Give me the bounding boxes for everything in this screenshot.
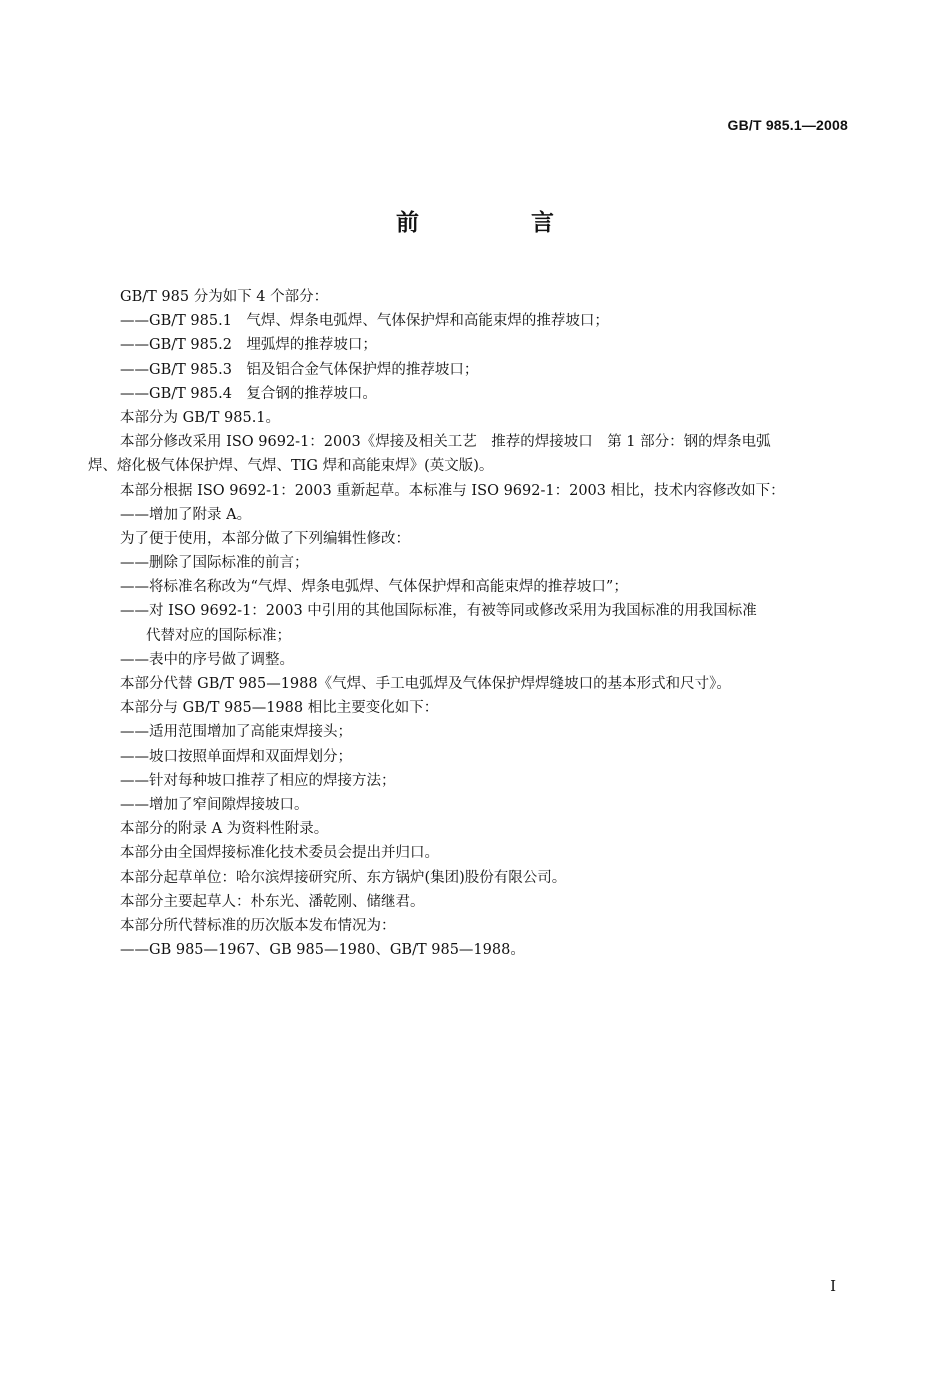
list-item: ——对 ISO 9692-1：2003 中引用的其他国际标准，有被等同或修改采用为我国标准的用我国标准 — [120, 603, 757, 620]
list-item-continuation: 代替对应的国际标准； — [146, 627, 291, 644]
paragraph-line: 本部分主要起草人：朴东光、潘乾刚、储继君。 — [120, 893, 425, 910]
paragraph-line: 本部分修改采用 ISO 9692-1：2003《焊接及相关工艺 推荐的焊接坡口 第 1 部分：钢的焊条电弧 — [120, 434, 771, 451]
paragraph-line: 本部分所代替标准的历次版本发布情况为： — [120, 917, 396, 934]
paragraph-line: 本部分的附录 A 为资料性附录。 — [120, 821, 329, 838]
paragraph-line: 本部分由全国焊接标准化技术委员会提出并归口。 — [120, 845, 439, 862]
list-item: ——坡口按照单面焊和双面焊划分； — [120, 748, 352, 765]
foreword-body — [88, 285, 852, 962]
standard-code: GB/T 985.1—2008 — [727, 117, 848, 133]
list-item: ——增加了附录 A。 — [120, 506, 252, 523]
list-item: ——GB/T 985.2 埋弧焊的推荐坡口； — [120, 337, 377, 354]
list-item: ——适用范围增加了高能束焊接头； — [120, 724, 352, 741]
paragraph-line: 本部分与 GB/T 985—1988 相比主要变化如下： — [120, 700, 439, 717]
page-title: 前 言 — [395, 210, 606, 236]
list-item: ——将标准名称改为“气焊、焊条电弧焊、气体保护焊和高能束焊的推荐坡口”； — [120, 579, 628, 596]
paragraph-line: 焊、熔化极气体保护焊、气焊、TIG 焊和高能束焊》(英文版)。 — [88, 458, 494, 475]
list-item: ——GB/T 985.4 复合钢的推荐坡口。 — [120, 385, 377, 402]
list-item: ——删除了国际标准的前言； — [120, 555, 309, 572]
paragraph-line: 本部分代替 GB/T 985—1988《气焊、手工电弧焊及气体保护焊焊缝坡口的基本形式和尺寸》。 — [120, 676, 731, 692]
paragraph-line: 为了便于使用，本部分做了下列编辑性修改： — [120, 530, 410, 547]
list-item: ——表中的序号做了调整。 — [120, 651, 294, 668]
paragraph-line: 本部分根据 ISO 9692-1：2003 重新起草。本标准与 ISO 9692-1：2003 相比，技术内容修改如下： — [120, 482, 785, 499]
list-item: ——GB/T 985.3 铝及铝合金气体保护焊的推荐坡口； — [120, 361, 479, 378]
list-item: ——GB/T 985.1 气焊、焊条电弧焊、气体保护焊和高能束焊的推荐坡口； — [120, 313, 609, 330]
paragraph-line: 本部分为 GB/T 985.1。 — [120, 409, 281, 426]
page-number: I — [830, 1277, 836, 1295]
paragraph-line: GB/T 985 分为如下 4 个部分： — [120, 289, 329, 305]
list-item: ——GB 985—1967、GB 985—1980、GB/T 985—1988。 — [120, 942, 525, 959]
list-item: ——增加了窄间隙焊接坡口。 — [120, 796, 309, 813]
list-item: ——针对每种坡口推荐了相应的焊接方法； — [120, 772, 396, 789]
paragraph-line: 本部分起草单位：哈尔滨焊接研究所、东方锅炉(集团)股份有限公司。 — [120, 869, 567, 886]
